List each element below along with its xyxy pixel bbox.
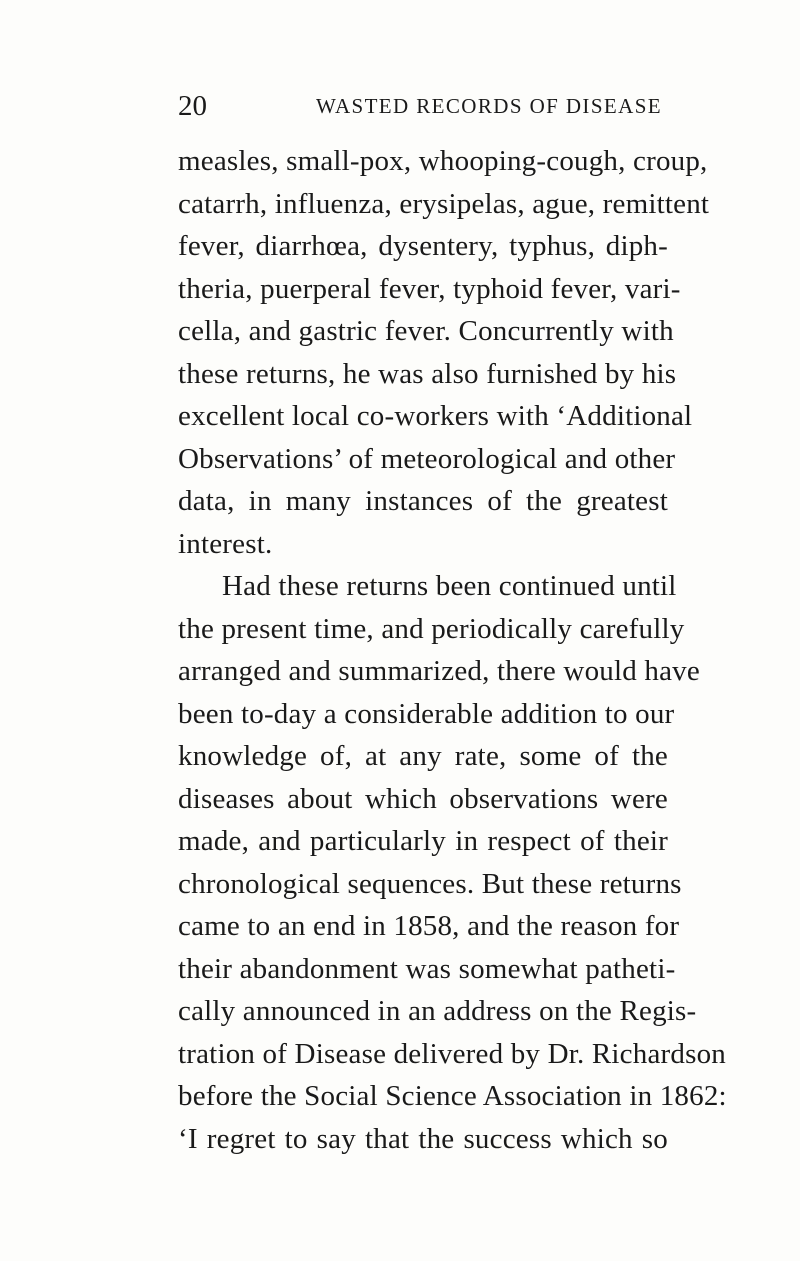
text-line: knowledge of, at any rate, some of the <box>178 740 668 772</box>
page-header <box>178 86 662 126</box>
text-line: data, in many instances of the greatest <box>178 485 668 517</box>
page-number: 20 <box>178 90 207 122</box>
text-line: cally announced in an address on the Regis- <box>178 995 697 1027</box>
text-line: tration of Disease delivered by Dr. Richardson <box>178 1037 726 1070</box>
text-line: cella, and gastric fever. Concurrently with <box>178 315 674 347</box>
text-line: Had these returns been continued until <box>222 570 677 602</box>
text-line: chronological sequences. But these returns <box>178 867 682 900</box>
text-line: before the Social Science Association in 1862: <box>178 1080 727 1112</box>
text-line: Observations’ of meteorological and other <box>178 442 676 475</box>
text-line: measles, small-pox, whooping-cough, croup, <box>178 145 708 177</box>
running-head: WASTED RECORDS OF DISEASE <box>316 94 662 118</box>
text-line: theria, puerperal fever, typhoid fever, vari- <box>178 272 681 305</box>
text-line: fever, diarrhœa, dysentery, typhus, diph- <box>178 230 668 262</box>
text-line: came to an end in 1858, and the reason for <box>178 910 680 942</box>
text-line: made, and particularly in respect of their <box>178 825 668 857</box>
body-text <box>178 140 727 1160</box>
text-line: been to-day a considerable addition to our <box>178 697 675 730</box>
text-line: ‘I regret to say that the success which so <box>178 1122 668 1155</box>
text-line: interest. <box>178 527 273 560</box>
text-line: excellent local co-workers with ‘Additional <box>178 400 693 432</box>
text-line: the present time, and periodically carefully <box>178 612 685 645</box>
text-line: arranged and summarized, there would have <box>178 655 700 687</box>
text-line: these returns, he was also furnished by his <box>178 357 677 390</box>
text-line: their abandonment was somewhat patheti- <box>178 952 676 985</box>
text-line: catarrh, influenza, erysipelas, ague, remittent <box>178 187 710 220</box>
paragraph <box>178 140 710 565</box>
text-line: diseases about which observations were <box>178 782 668 815</box>
paragraph <box>178 565 727 1160</box>
